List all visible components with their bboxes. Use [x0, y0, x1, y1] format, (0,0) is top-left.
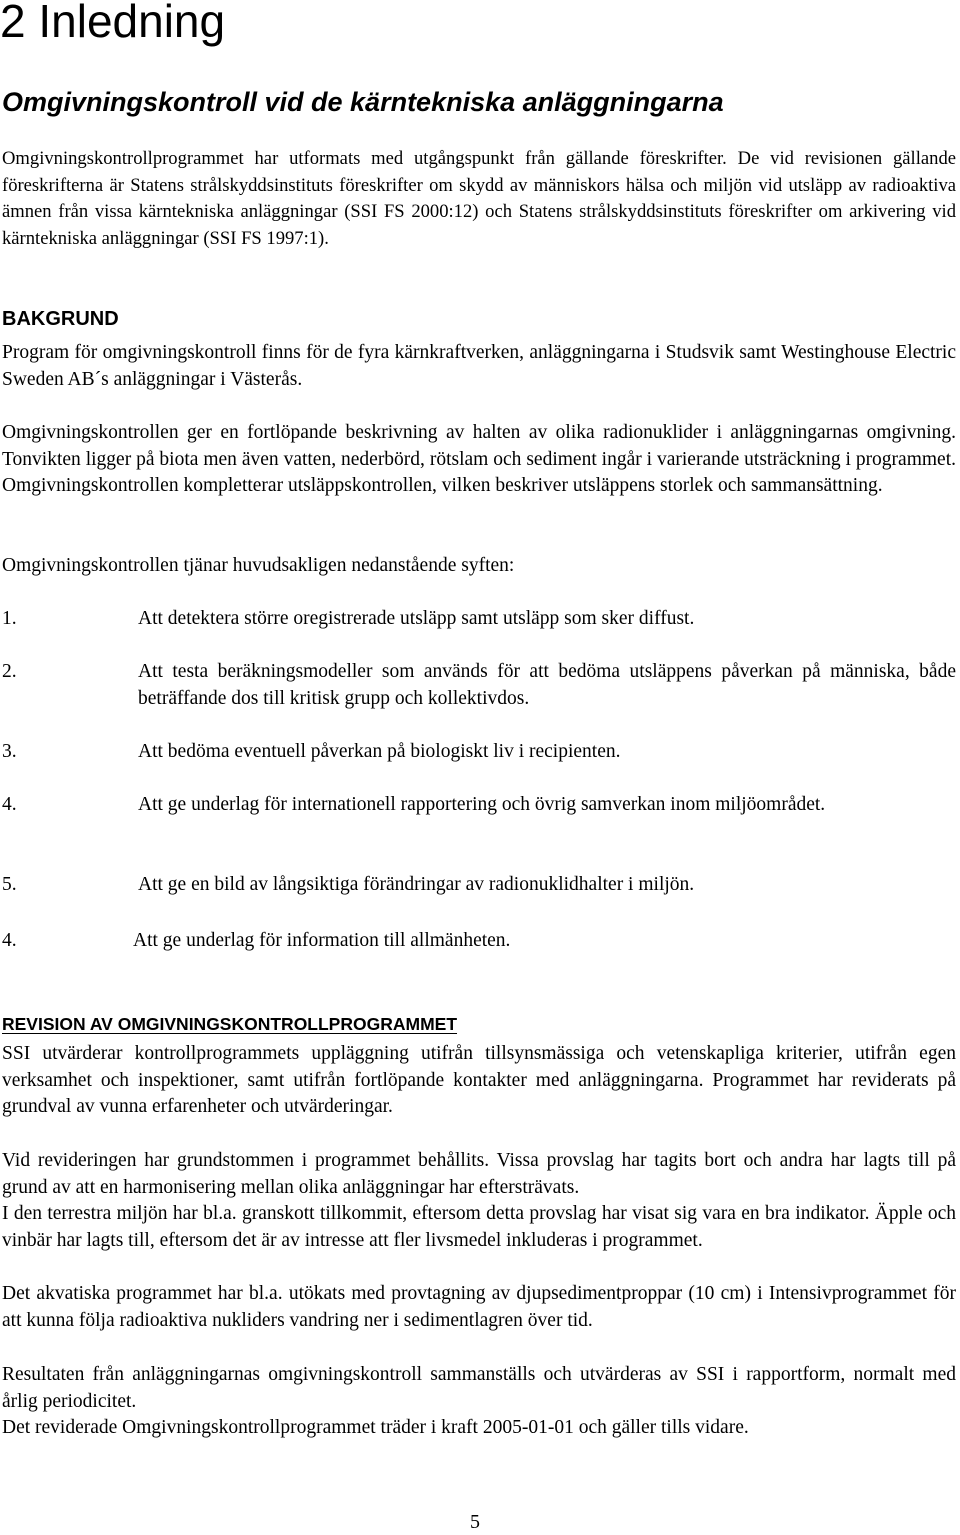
list-item-number: 4. [2, 930, 17, 951]
revision-paragraph-2b: I den terrestra miljön har bl.a. granskott tillkommit, eftersom detta provslag har visat sig vara en bra indikator. Äpple och vinbär har lagts till, eftersom det är av intresse att fler livsmedel inkluderas i programmet. [2, 1203, 956, 1251]
revision-paragraph-2c: Det akvatiska programmet har bl.a. utökats med provtagning av djupsedimentproppar (10 cm) i Intensivprogrammet för att kunna följa radioaktiva nukliders vandring ner i sedimentlagren över tid. [2, 1283, 956, 1331]
revision-paragraph-3b: Det reviderade Omgivningskontrollprogrammet träder i kraft 2005-01-01 och gäller tills vidare. [2, 1417, 749, 1438]
revision-heading: REVISION AV OMGIVNINGSKONTROLLPROGRAMMET [2, 1014, 458, 1034]
list-item-text: Att bedöma eventuell påverkan på biologiskt liv i recipienten. [138, 741, 621, 762]
bakgrund-paragraph-2: Omgivningskontrollen ger en fortlöpande beskrivning av halten av olika radionuklider i anläggningarnas omgivning. Tonvikten ligger på biota men även vatten, nederbörd, rötslam och sediment ingår i varierande utsträckning i programmet. Omgivningskontrollen kompletterar utsläppskontrollen, vilken beskriver utsläppens storlek och sammansättning. [2, 422, 956, 496]
list-item-text: Att ge underlag för information till allmänheten. [133, 930, 511, 951]
revision-paragraph-3a: Resultaten från anläggningarnas omgivningskontroll sammanställs och utvärderas av SSI i rapportform, normalt med årlig periodicitet. [2, 1364, 956, 1412]
page-number: 5 [470, 1511, 480, 1533]
intro-paragraph: Omgivningskontrollprogrammet har utformats med utgångspunkt från gällande föreskrifter. De vid revisionen gällande föreskrifterna är Statens strålskyddsinstituts föreskrifter om skydd av människors hälsa och miljön vid utsläpp av radioaktiva ämnen från vissa kärntekniska anläggningar (SSI FS 2000:12) och Statens strålskyddsinstituts föreskrifter om arkivering vid kärntekniska anläggningar (SSI FS 1997:1). [2, 148, 956, 249]
bakgrund-heading: BAKGRUND [2, 308, 119, 330]
bakgrund-paragraph-1: Program för omgivningskontroll finns för de fyra kärnkraftverken, anläggningarna i Studsvik samt Westinghouse Electric Sweden AB´s anläggningar i Västerås. [2, 342, 956, 390]
revision-paragraph-1: SSI utvärderar kontrollprogrammets uppläggning utifrån tillsynsmässiga och vetenskapliga kriterier, utifrån egen verksamhet och inspektioner, samt utifrån fortlöpande kontakter med anläggningarna. Programmet har reviderats på grundval av vunna erfarenheter och utvärderingar. [2, 1043, 956, 1117]
list-item-number: 5. [2, 874, 17, 895]
list-item-number: 3. [2, 741, 17, 762]
chapter-heading: 2 Inledning [0, 0, 226, 47]
list-item-text: Att ge en bild av långsiktiga förändringar av radionuklidhalter i miljön. [138, 874, 695, 895]
list-item-text: Att testa beräkningsmodeller som används för att bedöma utsläppens påverkan på människa, både beträffande dos till kritisk grupp och kollektivdos. [138, 661, 956, 709]
list-item-number: 4. [2, 794, 17, 815]
list-item-text: Att ge underlag för internationell rapportering och övrig samverkan inom miljöområdet. [138, 794, 826, 815]
list-item-text: Att detektera större oregistrerade utsläpp samt utsläpp som sker diffust. [138, 608, 695, 629]
list-item-number: 2. [2, 661, 17, 682]
revision-paragraph-2a: Vid revideringen har grundstommen i programmet behållits. Vissa provslag har tagits bort och andra har lagts till på grund av att en harmonisering mellan olika anläggningar har eftersträvats. [2, 1150, 956, 1198]
bakgrund-paragraph-3: Omgivningskontrollen tjänar huvudsakligen nedanstående syften: [2, 555, 515, 576]
section-heading: Omgivningskontroll vid de kärntekniska anläggningarna [2, 87, 724, 117]
list-item-number: 1. [2, 608, 17, 629]
